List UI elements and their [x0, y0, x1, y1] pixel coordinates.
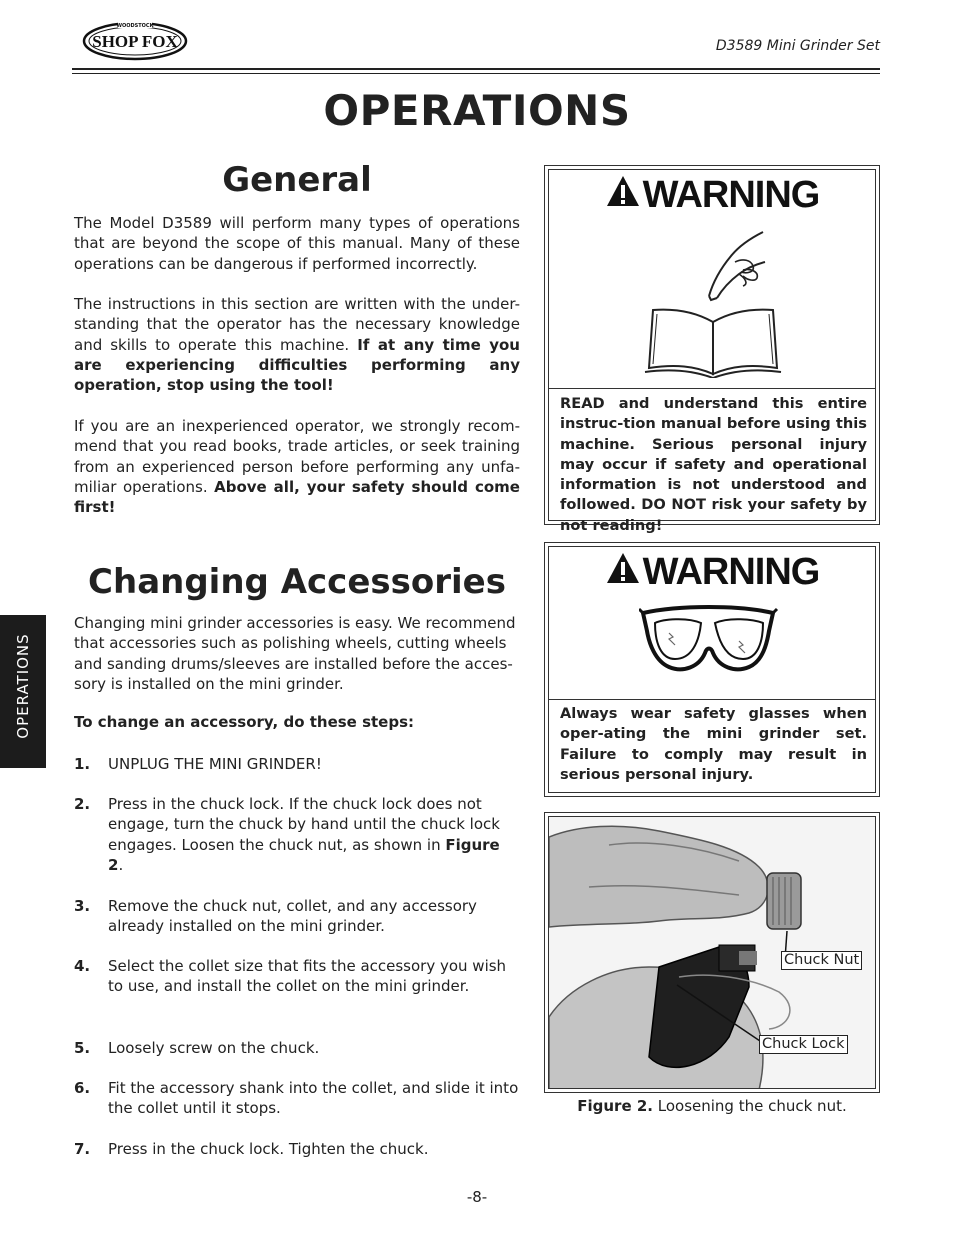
- callout-chuck-nut: Chuck Nut: [781, 951, 862, 970]
- svg-text:WOODSTOCK: WOODSTOCK: [116, 23, 154, 29]
- shop-fox-logo: [82, 20, 188, 62]
- document-title: D3589 Mini Grinder Set: [715, 38, 880, 54]
- callout-chuck-lock: Chuck Lock: [759, 1035, 848, 1054]
- warning-triangle-icon: [605, 174, 641, 208]
- general-paragraph-2: [74, 294, 520, 395]
- figure-caption-label: Figure 2.: [577, 1097, 653, 1115]
- figure-caption: [544, 1097, 880, 1115]
- changing-accessories-heading: Changing Accessories: [88, 562, 506, 602]
- warning-title: [549, 174, 875, 217]
- general-paragraph-3: [74, 416, 520, 517]
- general-heading: General: [222, 160, 372, 200]
- step-text: Select the collet size that fits the accessory you wish to use, and install the collet on the mini grinder.: [108, 957, 507, 996]
- step-text-main: Press in the chuck lock. If the chuck lock does not engage, turn the chuck by hand until the chuck lock engages. Loosen the chuck nut, as shown in: [108, 795, 500, 854]
- step-text: Remove the chuck nut, collet, and any accessory already installed on the mini grinder.: [108, 897, 477, 936]
- warning-text: Always wear safety glasses when oper-ating the mini grinder set. Failure to comply may result in serious personal injury.: [560, 705, 867, 783]
- warning-title: [549, 551, 875, 594]
- changing-intro: Changing mini grinder accessories is easy. We recommend that accessories such as polishing wheels, cutting wheels and sanding drums/sleeves are installed before the acces-sory is installed on the mini grinder.: [74, 614, 516, 693]
- logo-text: SHOP FOX: [92, 32, 178, 51]
- warning-box-safety-glasses: [544, 542, 880, 797]
- general-p2-bold: If at any time you are experiencing difficulties performing any operation, stop using the tool!: [74, 335, 520, 395]
- step-number: 2.: [74, 795, 91, 813]
- warning-triangle-icon: [605, 551, 641, 585]
- step-text: Fit the accessory shank into the collet, and slide it into the collet until it stops.: [108, 1079, 519, 1118]
- page-title: OPERATIONS: [323, 86, 631, 135]
- step-text: Loosely screw on the chuck.: [108, 1039, 320, 1057]
- steps-heading: To change an accessory, do these steps:: [74, 713, 415, 731]
- step-item: [74, 1038, 520, 1058]
- warning-divider: [549, 699, 875, 700]
- step-number: 7.: [74, 1140, 91, 1158]
- step-item: [74, 956, 520, 997]
- step-text: UNPLUG THE MINI GRINDER!: [108, 755, 322, 773]
- step-item: [74, 1078, 520, 1119]
- general-p3-text: If you are an inexperienced operator, we strongly recom-mend that you read books, trade articles, or seek training from an experienced person before performing any unfa-miliar operations.: [74, 417, 520, 496]
- step-text: Press in the chuck lock. Tighten the chuck.: [108, 1140, 429, 1158]
- general-p3-bold: Above all, your safety should come first!: [74, 477, 520, 517]
- step-text: [108, 794, 520, 875]
- step-item: [74, 794, 520, 875]
- warning-text: READ and understand this entire instruc-tion manual before using this machine. Serious personal injury may occur if safety and operational information is not understood and followed. DO NOT risk your safety by not reading!: [560, 395, 867, 534]
- step-item: [74, 754, 520, 774]
- figure-caption-text: Loosening the chuck nut.: [652, 1097, 847, 1115]
- safety-glasses-icon: [639, 603, 779, 683]
- warning-title-text: WARNING: [642, 174, 820, 216]
- header-rule: [72, 68, 880, 70]
- figure-2: [544, 812, 880, 1093]
- step-number: 6.: [74, 1079, 91, 1097]
- header-rule-thin: [72, 73, 880, 74]
- figure-reference: Figure 2: [108, 835, 500, 874]
- step-item: [74, 1139, 520, 1159]
- step-text-end: .: [118, 855, 124, 874]
- step-item: [74, 896, 520, 937]
- side-tab-label: OPERATIONS: [14, 633, 32, 739]
- general-p2-text: The instructions in this section are written with the under-standing that the operator has the necessary knowledge and skills to operate this machine.: [74, 295, 520, 354]
- warning-box-read-manual: [544, 165, 880, 534]
- open-book-icon: [639, 218, 789, 378]
- warning-title-text: WARNING: [642, 551, 820, 593]
- general-paragraph-1: The Model D3589 will perform many types of operations that are beyond the scope of this manual. Many of these operations can be dangerous if performed incorrectly.: [74, 214, 520, 273]
- step-number: 5.: [74, 1039, 91, 1057]
- warning-divider: [549, 388, 875, 389]
- section-side-tab: [0, 615, 46, 768]
- step-number: 4.: [74, 957, 91, 975]
- page-number: -8-: [466, 1188, 488, 1206]
- step-number: 3.: [74, 897, 91, 915]
- figure-photo: [548, 816, 876, 1089]
- step-number: 1.: [74, 755, 91, 773]
